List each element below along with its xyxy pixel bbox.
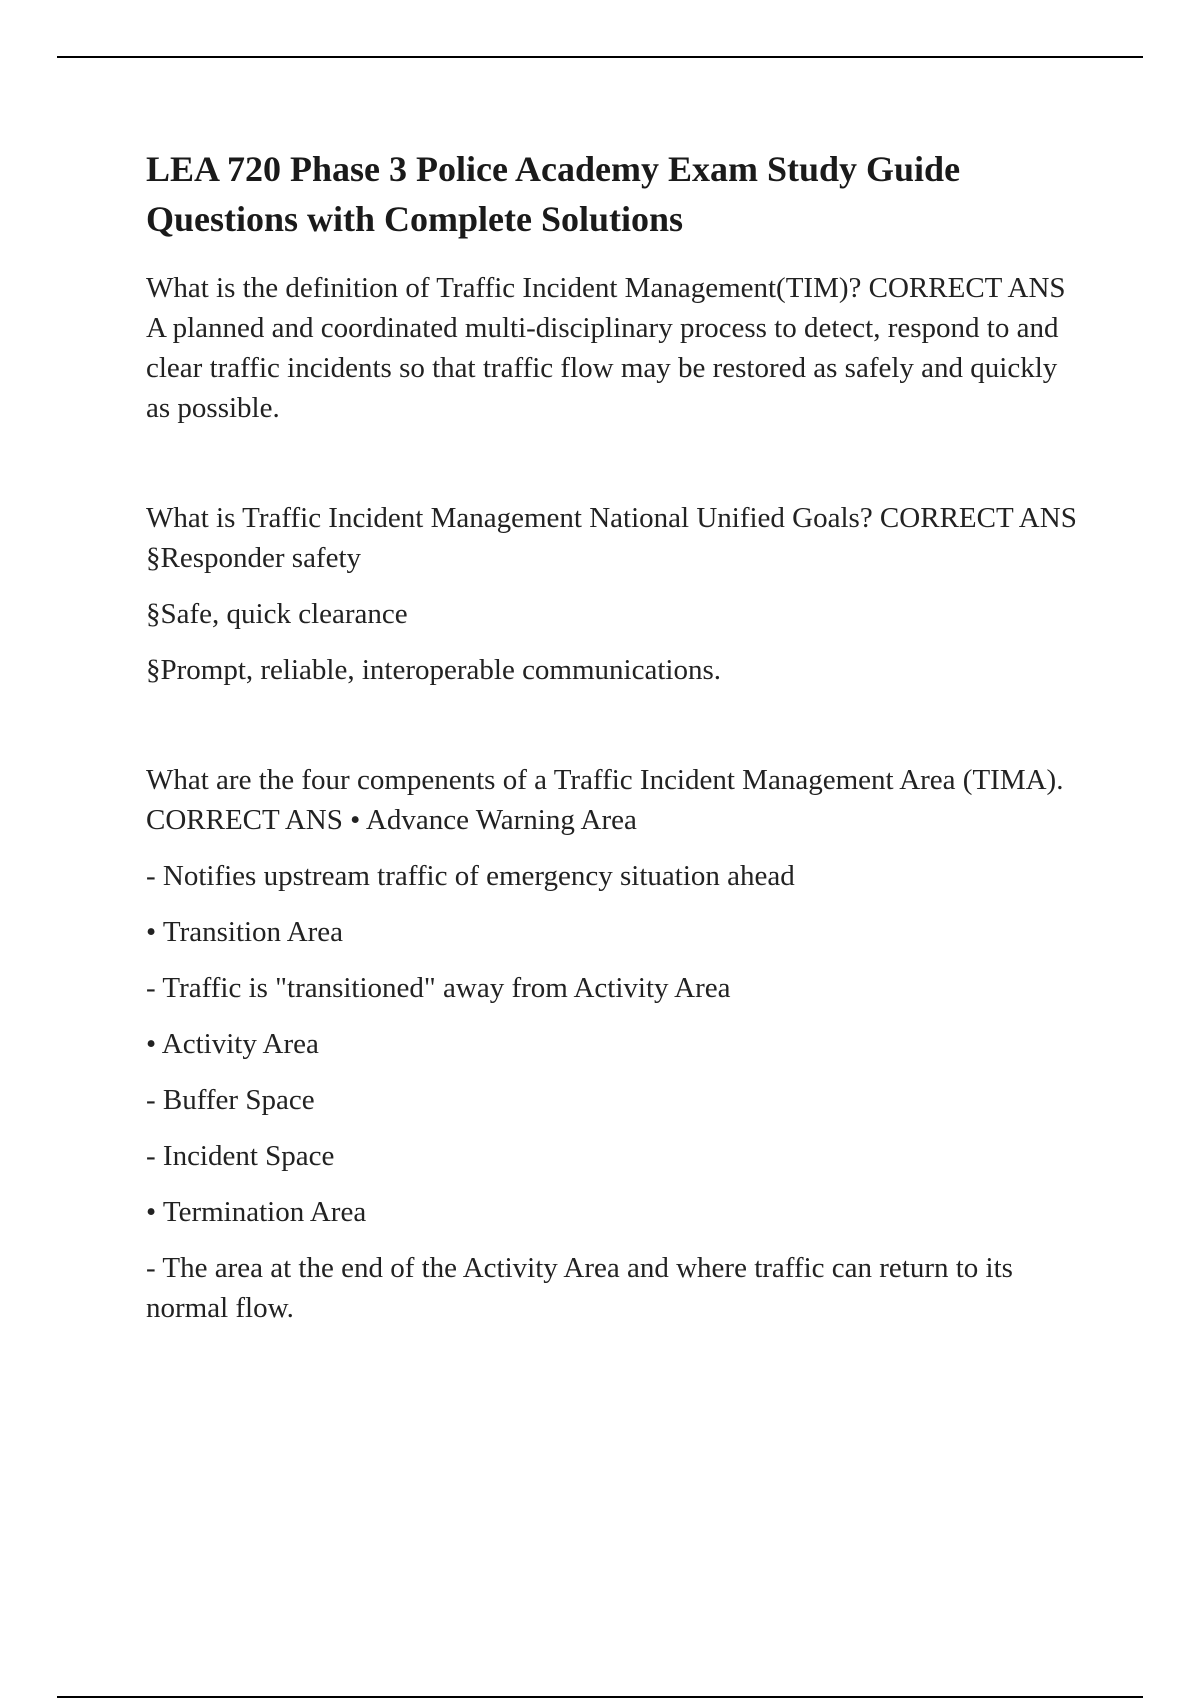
footer-rule <box>57 1696 1143 1698</box>
answer-line: • Activity Area <box>146 1028 319 1060</box>
question-block-1 <box>146 268 1086 428</box>
question-block-2 <box>146 498 1086 690</box>
answer-line: - Notifies upstream traffic of emergency situation ahead <box>146 860 795 892</box>
answer-line: §Safe, quick clearance <box>146 598 408 630</box>
answer-line: - Buffer Space <box>146 1084 315 1116</box>
question-block-3 <box>146 760 1086 1328</box>
question-text: What are the four compenents of a Traffic Incident Management Area (TIMA). CORRECT ANS • Advance Warning Area <box>146 764 1064 836</box>
question-text: What is Traffic Incident Management National Unified Goals? CORRECT ANS §Responder safety <box>146 502 1077 574</box>
answer-line: - Incident Space <box>146 1140 335 1172</box>
answer-line: • Termination Area <box>146 1196 367 1228</box>
document-body <box>146 144 1086 1328</box>
answer-line: - Traffic is "transitioned" away from Activity Area <box>146 972 731 1004</box>
answer-line: - The area at the end of the Activity Area and where traffic can return to its normal flow. <box>146 1252 1013 1324</box>
document-title: LEA 720 Phase 3 Police Academy Exam Study Guide Questions with Complete Solutions <box>146 149 961 239</box>
answer-line: • Transition Area <box>146 916 344 948</box>
answer-line: §Prompt, reliable, interoperable communications. <box>146 654 722 686</box>
header-rule <box>57 56 1143 58</box>
question-text: What is the definition of Traffic Incident Management(TIM)? CORRECT ANS A planned and coordinated multi-disciplinary process to detect, respond to and clear traffic incidents so that traffic flow may be restored as safely and quickly as possible. <box>146 272 1066 424</box>
